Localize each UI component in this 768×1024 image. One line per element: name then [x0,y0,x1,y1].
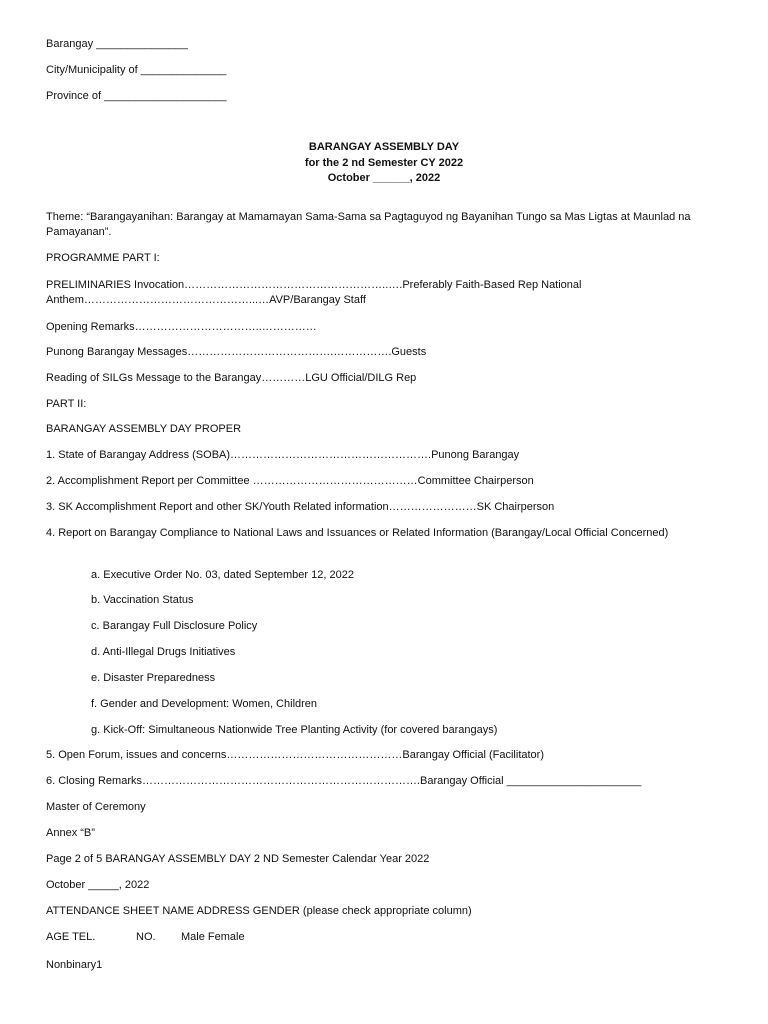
sub-list-item: g. Kick-Off: Simultaneous Nationwide Tree Planting Activity (for covered barangays) [91,724,498,736]
barangay-field: Barangay _______________ [46,38,188,50]
sub-list-item: d. Anti-Illegal Drugs Initiatives [91,646,236,658]
opening-remarks: Opening Remarks……………………………..…………… [46,321,317,333]
list-item: 5. Open Forum, issues and concerns…………………………………………Barangay Official (Facilitator) [46,749,544,761]
document-date: October ______, 2022 [327,172,441,184]
page-info: Page 2 of 5 BARANGAY ASSEMBLY DAY 2 ND Semester Calendar Year 2022 [46,853,430,865]
annex-label: Annex “B” [46,827,95,839]
column-age-tel: AGE TEL. [46,931,96,943]
proper-heading: BARANGAY ASSEMBLY DAY PROPER [46,423,242,435]
sub-list-item: e. Disaster Preparedness [91,672,216,684]
part2-heading: PART II: [46,398,87,410]
list-item: 4. Report on Barangay Compliance to National Laws and Issuances or Related Information (Barangay/Local Official Concerned) [46,527,669,539]
sub-list-item: c. Barangay Full Disclosure Policy [91,620,258,632]
list-item: 3. SK Accomplishment Report and other SK/Youth Related information……………………SK Chairperson [46,501,555,513]
sub-list-item: b. Vaccination Status [91,594,194,606]
master-of-ceremony: Master of Ceremony [46,801,146,813]
punong-barangay-messages: Punong Barangay Messages………………………………….…………….Guests [46,346,427,358]
sub-list-item: a. Executive Order No. 03, dated September 12, 2022 [91,569,354,581]
province-field: Province of ____________________ [46,90,227,102]
document-subtitle: for the 2 nd Semester CY 2022 [304,157,464,169]
nonbinary-label: Nonbinary1 [46,959,103,971]
october-date: October _____, 2022 [46,879,150,891]
attendance-heading: ATTENDANCE SHEET NAME ADDRESS GENDER (please check appropriate column) [46,905,472,917]
sub-list-item: f. Gender and Development: Women, Children [91,698,318,710]
list-item: 6. Closing Remarks………………………………………………………………….Barangay Official ______________________ [46,775,642,787]
list-item: 1. State of Barangay Address (SOBA)……………………………………………….Punong Barangay [46,449,520,461]
list-item: 2. Accomplishment Report per Committee ………………………………………Committee Chairperson [46,475,534,487]
preliminaries-text: PRELIMINARIES Invocation………………………………………………..….Preferably Faith-Based Rep National Anthem………………………………………...…AVP/Barangay Staff [46,279,582,306]
column-gender: Male Female [181,931,245,943]
column-no: NO. [136,931,156,943]
programme-part1-heading: PROGRAMME PART I: [46,252,160,264]
city-field: City/Municipality of ______________ [46,64,227,76]
document-title: BARANGAY ASSEMBLY DAY [308,141,460,153]
silg-message: Reading of SILGs Message to the Barangay…………LGU Official/DILG Rep [46,372,417,384]
theme-text: Theme: “Barangayanihan: Barangay at Mamamayan Sama-Sama sa Pagtaguyod ng Bayanihan Tungo sa Mas Ligtas at Maunlad na Pamayanan”. [46,211,691,238]
